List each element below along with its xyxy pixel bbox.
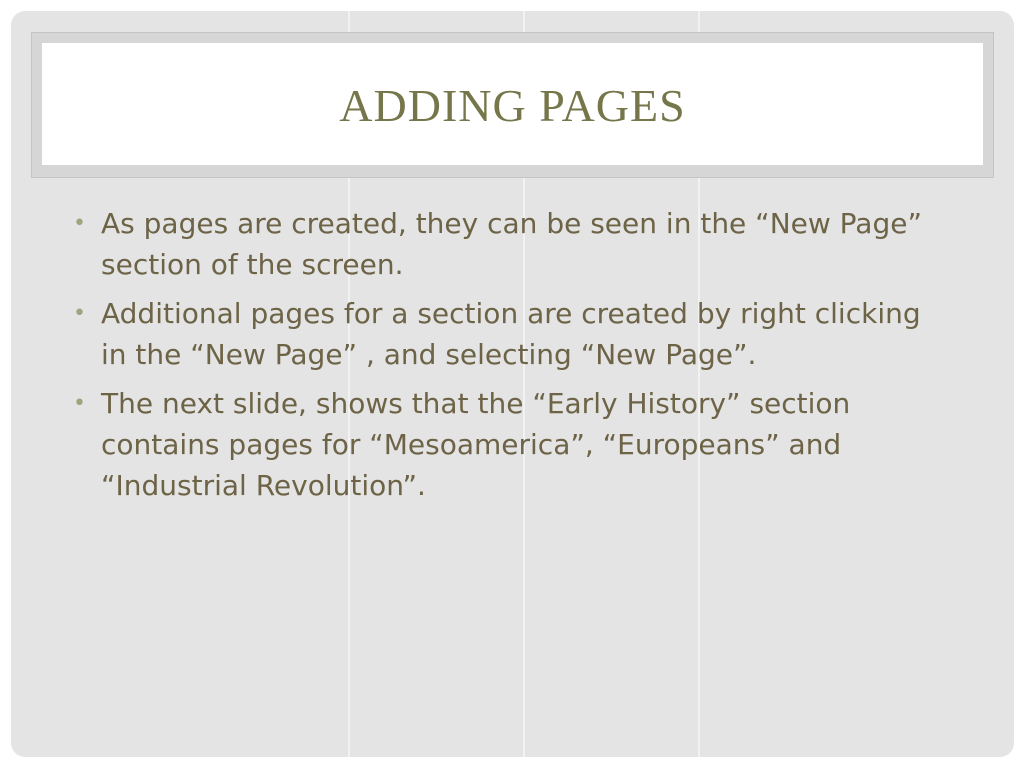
bullet-icon: • <box>73 301 86 326</box>
bullet-text: The next slide, shows that the “Early History” section contains pages for “Mesoamerica”, “Europeans” and “Industrial Revolution”. <box>101 387 851 502</box>
bullet-item <box>73 293 953 375</box>
title-box <box>42 43 983 165</box>
bullet-text: Additional pages for a section are created by right clicking in the “New Page” , and selecting “New Page”. <box>101 297 921 371</box>
bullet-icon: • <box>73 211 86 236</box>
slide-title: ADDING PAGES <box>339 79 686 131</box>
bullet-icon: • <box>73 391 86 416</box>
slide <box>11 11 1014 757</box>
bullet-text: As pages are created, they can be seen in the “New Page” section of the screen. <box>101 207 922 281</box>
title-frame <box>31 32 994 178</box>
bullet-item <box>73 383 953 506</box>
bullet-list <box>73 203 953 514</box>
bullet-item <box>73 203 953 285</box>
